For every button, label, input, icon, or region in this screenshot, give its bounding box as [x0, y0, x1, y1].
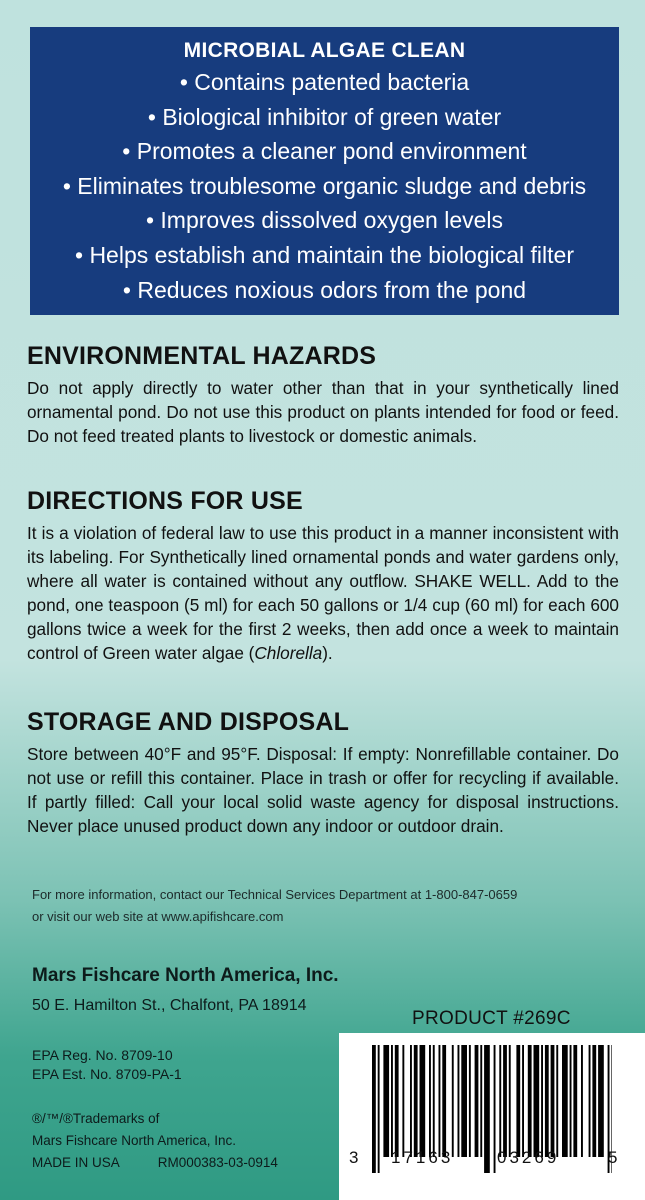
barcode-bar: [372, 1045, 376, 1173]
barcode-bar: [503, 1045, 507, 1157]
contact-info: [32, 884, 517, 928]
website-line: or visit our web site at www.apifishcare.com: [32, 909, 284, 924]
epa-reg: EPA Reg. No. 8709-10: [32, 1047, 173, 1063]
chlorella-italic: Chlorella: [254, 643, 323, 663]
barcode-bar: [589, 1045, 591, 1157]
barcode-bar: [410, 1045, 412, 1157]
benefit-item: • Helps establish and maintain the biological filter: [30, 238, 619, 273]
benefit-item: • Eliminates troublesome organic sludge and debris: [30, 169, 619, 204]
benefit-item: • Promotes a cleaner pond environment: [30, 134, 619, 169]
benefit-item: • Reduces noxious odors from the pond: [30, 273, 619, 308]
barcode-bar: [395, 1045, 399, 1157]
barcode-bar: [581, 1045, 583, 1157]
company-address: 50 E. Hamilton St., Chalfont, PA 18914: [32, 997, 307, 1014]
epa-numbers: [32, 1046, 182, 1084]
barcode-bar: [484, 1045, 490, 1173]
benefit-item: • Biological inhibitor of green water: [30, 100, 619, 135]
barcode-bar: [499, 1045, 501, 1157]
barcode-bar: [509, 1045, 511, 1157]
barcode-bar: [420, 1045, 426, 1157]
barcode-bar: [494, 1045, 496, 1173]
barcode-bar: [541, 1045, 543, 1157]
barcode-bar: [458, 1045, 460, 1157]
directions-text: It is a violation of federal law to use this product in a manner inconsistent with its labeling. For Synthetically lined ornamental ponds and water gardens only, where all water is contained without any outflow. SHAKE WELL. Add to the pond, one teaspoon (5 ml) for each 50 gallons or 1/4 cup (60 ml) for each 600 gallons twice a week for the first 2 weeks, then add once a week to maintain control of Green water algae (Chlorella).: [27, 523, 619, 663]
barcode-bar: [461, 1045, 467, 1157]
barcode-bar: [391, 1045, 393, 1157]
trademark-block: [32, 1108, 278, 1174]
benefit-item: • Contains patented bacteria: [30, 65, 619, 100]
hazards-section: [27, 340, 619, 448]
barcode-bar: [598, 1045, 604, 1157]
barcode-bar: [433, 1045, 435, 1157]
benefit-item: • Improves dissolved oxygen levels: [30, 203, 619, 238]
contact-line: For more information, contact our Technical Services Department at 1-800-847-0659: [32, 887, 518, 902]
trademark-line: ®/™/®Trademarks of: [32, 1111, 160, 1126]
company-name: Mars Fishcare North America, Inc.: [32, 965, 339, 986]
storage-heading: STORAGE AND DISPOSAL: [27, 708, 350, 736]
barcode-bar: [534, 1045, 540, 1157]
barcode-bar: [402, 1045, 404, 1157]
benefits-title: MICROBIAL ALGAE CLEAN: [183, 39, 466, 62]
barcode-bar: [480, 1045, 482, 1157]
barcode-bar: [469, 1045, 471, 1157]
directions-heading: DIRECTIONS FOR USE: [27, 487, 303, 515]
trademark-owner: Mars Fishcare North America, Inc.: [32, 1133, 237, 1148]
barcode-bar: [570, 1045, 572, 1157]
barcode-bar: [429, 1045, 431, 1157]
barcode-bar: [522, 1045, 524, 1157]
barcode-check-digit: 5: [608, 1148, 618, 1167]
directions-section: [27, 485, 619, 665]
barcode-bar: [475, 1045, 479, 1157]
epa-est: EPA Est. No. 8709-PA-1: [32, 1066, 182, 1082]
hazards-text: Do not apply directly to water other than that in your synthetically lined ornamental pond. Do not use this product on plants intended for food or feed. Do not feed treated plants to livestock or domestic animals.: [27, 378, 619, 446]
barcode-bar: [545, 1045, 549, 1157]
barcode-right-digits: 03269: [497, 1148, 560, 1167]
barcode-bar: [442, 1045, 446, 1157]
barcode-bar: [562, 1045, 568, 1157]
benefits-panel: [30, 27, 619, 315]
rm-code: RM000383-03-0914: [157, 1155, 278, 1170]
barcode: [339, 1033, 645, 1200]
barcode-bar: [452, 1045, 454, 1157]
barcode-bar: [414, 1045, 418, 1157]
barcode-bar: [439, 1045, 441, 1157]
barcode-bar: [378, 1045, 380, 1173]
barcode-bar: [516, 1045, 520, 1157]
made-in-line: [32, 1152, 278, 1174]
barcode-bar: [551, 1045, 555, 1157]
storage-section: [27, 706, 619, 838]
product-number: PRODUCT #269C: [412, 1008, 571, 1029]
barcode-bar: [383, 1045, 389, 1157]
made-in-usa: MADE IN USA: [32, 1155, 120, 1170]
barcode-left-digits: 17163: [391, 1148, 454, 1167]
barcode-bar: [573, 1045, 577, 1157]
barcode-bar: [556, 1045, 558, 1157]
barcode-lead-digit: 3: [349, 1148, 359, 1167]
barcode-bar: [592, 1045, 596, 1157]
barcode-bar: [528, 1045, 532, 1157]
benefits-list: [30, 65, 619, 307]
storage-text: Store between 40°F and 95°F. Disposal: If empty: Nonrefillable container. Do not use or refill this container. Place in trash or offer for recycling if available. If partly filled: Call your local solid waste agency for disposal instructions. Never place unused product down any indoor or outdoor drain.: [27, 744, 619, 836]
hazards-heading: ENVIRONMENTAL HAZARDS: [27, 342, 377, 370]
